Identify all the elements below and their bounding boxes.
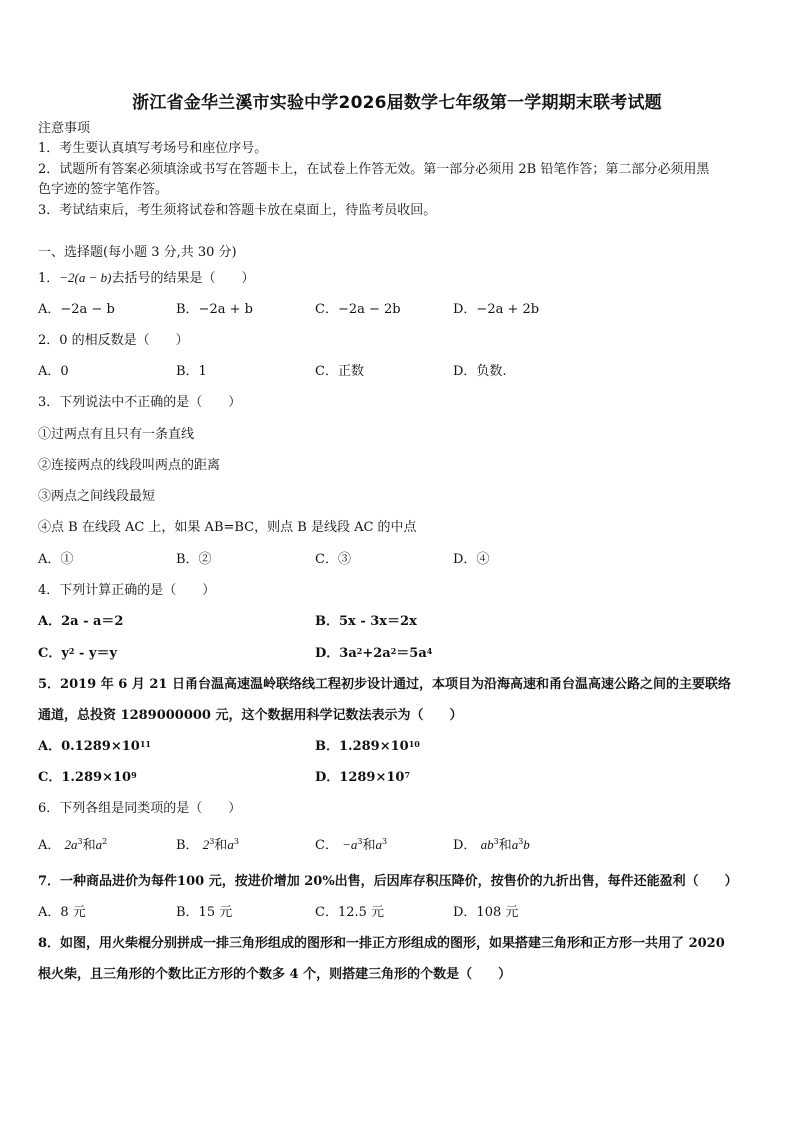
question-8-stem-line1: 8．如图，用火柴棍分别拼成一排三角形组成的图形和一排正方形组成的图形，如果搭建三角形和正方形一共用了 2020 bbox=[38, 936, 725, 951]
q6-option-c bbox=[315, 836, 387, 855]
question-8-stem-line2: 根火柴，且三角形的个数比正方形的个数多 4 个，则搭建三角形的个数是（ ） bbox=[38, 967, 512, 982]
option-conjunction: 和 bbox=[82, 838, 96, 853]
q4-option-c bbox=[38, 645, 117, 663]
exponent: 9 bbox=[131, 770, 137, 780]
notice-item-1: 1．考生要认真填写考场号和座位序号。 bbox=[38, 141, 268, 156]
exponent: 3 bbox=[518, 837, 524, 846]
option-expression: 5x - 3x＝2x bbox=[339, 614, 417, 629]
option-label: C． bbox=[38, 646, 62, 661]
question-6-stem: 6．下列各组是同类项的是（ ） bbox=[38, 801, 242, 816]
option-expression: 1.289×10 bbox=[339, 739, 409, 754]
question-5-stem-line2: 通道，总投资 1289000000 元，这个数据用科学记数法表示为（ ） bbox=[38, 708, 463, 723]
notice-item-3: 3．考试结束后，考生须将试卷和答题卡放在桌面上，待监考员收回。 bbox=[38, 203, 437, 218]
q3-statement-4: ④点 B 在线段 AC 上，如果 AB=BC，则点 B 是线段 AC 的中点 bbox=[38, 520, 417, 535]
option-expression: - y＝y bbox=[74, 646, 118, 661]
q7-option-d: D．108 元 bbox=[453, 905, 519, 920]
question-text: 去括号的结果是（ ） bbox=[111, 271, 255, 286]
question-5-stem-line1: 5．2019 年 6 月 21 日甬台温高速温岭联络线工程初步设计通过，本项目为沿海高速和甬台温高速公路之间的主要联络 bbox=[38, 677, 731, 692]
option-label: A． bbox=[38, 739, 62, 754]
notice-item-2: 2．试题所有答案必须填涂或书写在答题卡上，在试卷上作答无效。第一部分必须用 2B 铅笔作答；第二部分必须用黑 bbox=[38, 162, 710, 177]
q2-option-b: B．1 bbox=[176, 364, 207, 379]
q6-option-a bbox=[38, 836, 107, 855]
question-7-stem: 7．一种商品进价为每件100 元，按进价增加 20%出售，后因库存积压降价，按售价的九折出售，每件还能盈利（ ） bbox=[38, 874, 738, 889]
option-expression: a bbox=[95, 837, 103, 852]
q3-option-a: A．① bbox=[38, 552, 74, 567]
exponent: 3 bbox=[493, 837, 499, 846]
option-expression: 1.289×10 bbox=[61, 770, 132, 785]
q5-option-b bbox=[315, 738, 420, 756]
q6-option-d bbox=[453, 836, 530, 855]
question-3-stem: 3．下列说法中不正确的是（ ） bbox=[38, 395, 242, 410]
q5-option-d bbox=[315, 769, 410, 787]
q3-option-c: C．③ bbox=[315, 552, 351, 567]
q7-option-c: C．12.5 元 bbox=[315, 905, 385, 920]
option-expression: b bbox=[523, 837, 530, 852]
q2-option-c: C．正数 bbox=[315, 364, 364, 379]
q1-option-c: C．−2a − 2b bbox=[315, 302, 401, 317]
q4-option-a bbox=[38, 613, 123, 631]
page-title: 浙江省金华兰溪市实验中学2026届数学七年级第一学期期末联考试题 bbox=[132, 93, 662, 113]
q3-statement-3: ③两点之间线段最短 bbox=[38, 489, 156, 504]
exponent: 3 bbox=[233, 837, 239, 846]
option-conjunction: 和 bbox=[214, 838, 228, 853]
q5-option-a bbox=[38, 738, 151, 756]
question-number: 1． bbox=[38, 271, 60, 286]
notice-item-2-cont: 色字迹的签字笔作答。 bbox=[38, 182, 169, 197]
option-label: B． bbox=[176, 838, 199, 853]
exponent: 4 bbox=[426, 646, 433, 656]
option-label: A． bbox=[38, 838, 61, 853]
option-expression: y bbox=[61, 646, 69, 661]
exponent: 2 bbox=[390, 646, 397, 656]
q1-option-b: B．−2a + b bbox=[176, 302, 253, 317]
exponent: 2 bbox=[102, 837, 108, 846]
option-expression: 2 bbox=[202, 837, 210, 852]
exponent: 2 bbox=[356, 646, 363, 656]
q6-option-b bbox=[176, 836, 239, 855]
q4-option-d bbox=[315, 645, 432, 663]
section-heading: 一、选择题(每小题 3 分,共 30 分) bbox=[38, 245, 237, 260]
option-expression: ab bbox=[480, 837, 494, 852]
option-expression: 0.1289×10 bbox=[61, 739, 140, 754]
option-label: C． bbox=[38, 770, 62, 785]
option-label: C． bbox=[315, 838, 338, 853]
exponent: 7 bbox=[404, 770, 411, 780]
option-conjunction: 和 bbox=[498, 838, 512, 853]
q3-option-b: B．② bbox=[176, 552, 212, 567]
q2-option-a: A．0 bbox=[38, 364, 69, 379]
question-1-stem bbox=[38, 269, 255, 288]
q3-statement-1: ①过两点有且只有一条直线 bbox=[38, 427, 195, 442]
q4-option-b bbox=[315, 613, 417, 631]
exponent: 3 bbox=[381, 837, 388, 846]
option-expression: a bbox=[511, 837, 519, 852]
option-expression: −a bbox=[342, 837, 358, 852]
question-2-stem: 2．0 的相反数是（ ） bbox=[38, 333, 189, 348]
question-4-stem: 4．下列计算正确的是（ ） bbox=[38, 583, 216, 598]
q3-statement-2: ②连接两点的线段叫两点的距离 bbox=[38, 458, 221, 473]
option-expression: 2a - a＝2 bbox=[61, 614, 124, 629]
math-expression: −2(a − b) bbox=[59, 270, 112, 285]
option-label: D． bbox=[315, 646, 340, 661]
option-label: B． bbox=[315, 739, 339, 754]
exponent: 3 bbox=[357, 837, 363, 846]
q7-option-a: A．8 元 bbox=[38, 905, 86, 920]
notice-heading: 注意事项 bbox=[38, 121, 91, 136]
q1-option-a: A．−2a − b bbox=[38, 302, 115, 317]
exponent: 10 bbox=[408, 739, 420, 749]
q1-option-d: D．−2a + 2b bbox=[453, 302, 540, 317]
exponent: 3 bbox=[209, 837, 215, 846]
option-label: D． bbox=[453, 838, 477, 853]
q3-option-d: D．④ bbox=[453, 552, 490, 567]
option-expression: a bbox=[375, 837, 382, 852]
option-expression: a bbox=[227, 837, 234, 852]
option-expression: 1289×10 bbox=[339, 770, 405, 785]
option-label: B． bbox=[315, 614, 339, 629]
option-expression: 2a bbox=[64, 837, 78, 852]
q2-option-d: D．负数. bbox=[453, 364, 507, 379]
exponent: 11 bbox=[139, 739, 151, 749]
q7-option-b: B．15 元 bbox=[176, 905, 233, 920]
exponent: 2 bbox=[68, 646, 75, 656]
option-expression: +2a bbox=[362, 646, 391, 661]
option-expression: ＝5a bbox=[396, 646, 427, 661]
option-label: A． bbox=[38, 614, 62, 629]
option-label: D． bbox=[315, 770, 340, 785]
q5-option-c bbox=[38, 769, 137, 787]
option-conjunction: 和 bbox=[362, 838, 376, 853]
option-expression: 3a bbox=[339, 646, 357, 661]
exponent: 3 bbox=[77, 837, 83, 846]
